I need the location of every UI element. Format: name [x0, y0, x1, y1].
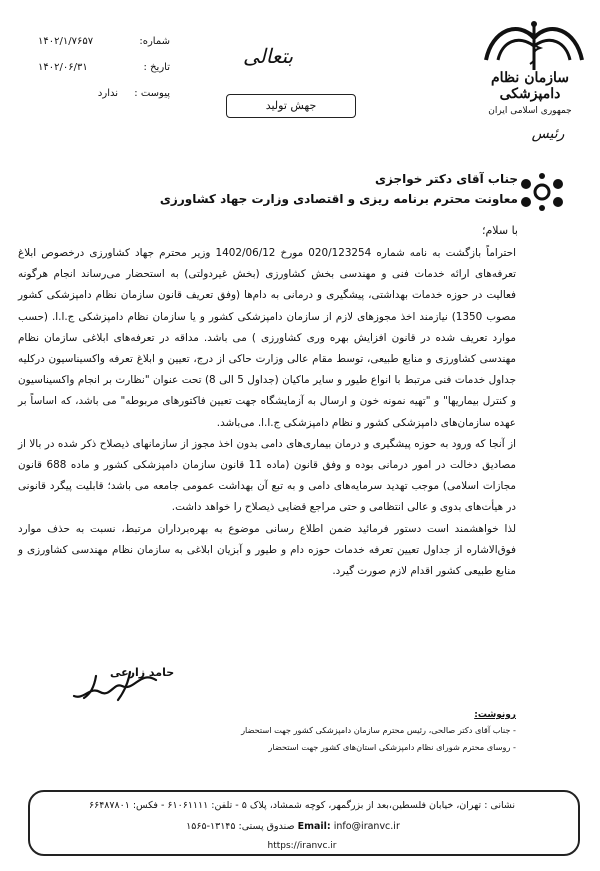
- email-link[interactable]: info@iranvc.ir: [333, 821, 400, 832]
- decorative-emblem-icon: [514, 172, 570, 212]
- cc-title: رونوشت:: [474, 710, 516, 720]
- number-value: ۱۴۰۲/۱/۷۶۵۷: [38, 36, 94, 47]
- handwritten-signature: [70, 662, 162, 706]
- letter-number-row: [38, 36, 170, 47]
- cc-item: - جناب آقای دکتر صالحی، رئیس محترم سازمان دامپزشکی کشور جهت استحضار: [96, 722, 516, 739]
- attachment-value: ندارد: [97, 88, 118, 99]
- body-paragraph: لذا خواهشمند است دستور فرمائید ضمن اطلاع رسانی موضوع به بهره‌برداران مرتبط، نسبت به حذف موارد فوق‌الاشاره از جداول تعیین تعرفه خدمات حوزه دام و طیور و آبزیان ابلاغی به سازمان نظام مهندسی کشاورزی و منابع طبیعی کشور اقدام لازم صورت گیرد.: [18, 522, 516, 578]
- body-paragraph: از آنجا که ورود به حوزه پیشگیری و درمان بیماری‌های دامی بدون اخذ مجوز از سازمانهای ذیصلاح ذکر شده در بالا از مصادیق دخالت در امور درمانی بوده و وفق قانون (ماده 11 قانون سازمان دامپزشکی کشور و ماده 688 قانون مجازات اسلامی) موجب تهدید سرمایه‌های دامی و به تبع آن بهداشت عمومی جامعه می باشد؛ قابلیت پیگرد قانونی در هیأت‌های بدوی و عالی انتظامی و حتی مراجع قضایی ذیصلاح را خواهد داشت.: [18, 437, 516, 514]
- footer-contact-row: [28, 821, 576, 832]
- footer-postal: صندوق پستی: ۱۳۱۴۵-۱۵۶۵: [186, 821, 295, 832]
- email-label: Email:: [297, 821, 331, 832]
- year-motto-stamp: جهش تولید: [226, 94, 356, 118]
- cc-item: - روسای محترم شورای نظام دامپزشکی استان‌های کشور جهت استحضار: [96, 739, 516, 756]
- bismillah-heading: بتعالی: [242, 44, 294, 68]
- signer-name: حامد زارعی: [110, 666, 175, 679]
- footer-address: نشانی : تهران، خیابان فلسطین،بعد از بزرگمهر، کوچه شمشاد، پلاک ۵ - تلفن: ۶۱۰۶۱۱۱۱ - فکس: ۶۶۴۸۷۸۰۱: [88, 800, 515, 811]
- date-value: ۱۴۰۲/۰۶/۳۱: [38, 62, 88, 73]
- footer-website-link[interactable]: https://iranvc.ir: [267, 841, 337, 851]
- body-paragraph: احتراماً بازگشت به نامه شماره 020/123254 مورخ 1402/06/12 وزیر محترم جهاد کشاورزی درخصوص ابلاغ تعرفه‌های ارائه خدمات فنی و مهندسی بخش کشاورزی (بخش غیردولتی) به استحضار می‌رساند انجام هرگونه فعالیت در حوزه خدمات بهداشتی، پیشگیری و درمانی به دام‌ها (وفق تعریف قانون سازمان نظام دامپزشکی کشور مصوب 1350) نیازمند اخذ مجوزهای لازم از سازمان دامپزشکی کشور و یا سازمان نظام دامپزشکی ج.ا.ا. (حسب موارد تعریف شده در قانون افزایش بهره وری کشاورزی ) می باشد. مداقه در تعرفه‌های ابلاغی سازمان نظام مهندسی کشاورزی و منابع طبیعی، توسط مقام عالی وزارت حاکی از درج، تعیین و ابلاغ تعرفه واکسیناسیون درکلیه جداول خدمات فنی مرتبط با انواع طیور و سایر ماکیان (جداول 5 الی 8) تحت عنوان "نظارت بر انجام واکسیناسیون و کنترل بیماریها" و "تهیه نمونه خون و ارسال به آزمایشگاه جهت تعیین فاکتورهای مربوطه" می باشد، که اساساً بر عهده سازمان‌های دامپزشکی کشور و نظام دامپزشکی ج.ا.ا. می‌باشد.: [18, 247, 516, 429]
- salutation: با سلام؛: [482, 224, 518, 237]
- recipient-title: معاونت محترم برنامه ریزی و اقتصادی وزارت جهاد کشاورزی: [159, 192, 518, 206]
- organization-name: سازمان نظام دامپزشکی: [491, 70, 569, 102]
- letter-attachment-row: [38, 88, 170, 99]
- cc-list: [96, 722, 516, 756]
- date-label: تاریخ :: [143, 62, 170, 73]
- footer-email-group: [298, 821, 400, 832]
- attachment-label: پیوست :: [134, 88, 170, 99]
- president-title: رئیس: [531, 126, 565, 142]
- number-label: شماره:: [139, 36, 170, 47]
- letter-body: [18, 243, 516, 582]
- recipient-name: جناب آقای دکتر خواجزی: [374, 172, 518, 186]
- organization-subtitle: جمهوری اسلامی ایران: [488, 106, 572, 116]
- organization-logo: [482, 16, 586, 72]
- letter-date-row: [38, 62, 170, 73]
